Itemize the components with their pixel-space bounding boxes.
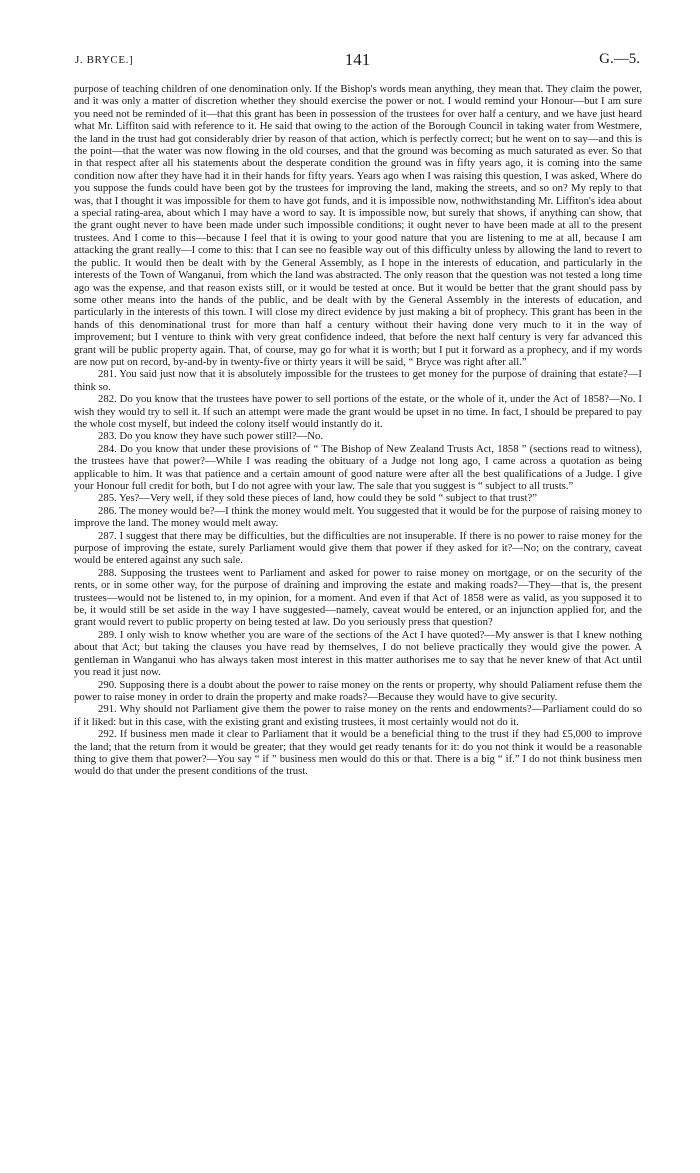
question-284: 284. Do you know that under these provisions of “ The Bishop of New Zealand Trusts Act, 1858 ” (sections read to witness), the trustees have that power?—While I was reading the obituary of a Judge not long ago, I came across a quotation as being applicable to him. It was that patience and a certain amount of good nature were after all the best qualifications of a Judge. I give your Honour full credit for both, but I do not agree with your law. The sale that you suggest is “ subject to all trusts.”	[74, 442, 642, 492]
question-281: 281. You said just now that it is absolutely impossible for the trustees to get money for the purpose of draining that estate?—I think so.	[74, 368, 642, 393]
question-285: 285. Yes?—Very well, if they sold these pieces of land, how could they be sold “ subject to that trust?”	[98, 492, 537, 505]
page-number: 141	[344, 50, 371, 69]
question-289: 289. I only wish to know whether you are ware of the sections of the Act I have quoted?—My answer is that I knew nothing about that Act; but taking the clauses you have read by themselves, I do not believe practically they would give the power. A gentleman in Wanganui who has always taken most interest in this matter authorises me to say that he never knew of that Act until you read it just now.	[74, 628, 642, 679]
page-header	[75, 50, 640, 72]
question-288: 288. Supposing the trustees went to Parliament and asked for power to raise money on mortgage, or on the security of the rents, or in some other way, for the purpose of draining and improving the estate and making roads?—They—that is, the present trustees—would not be listened to, in my opinion, for a moment. And even if that Act of 1858 were as valid, as you supposed it to be, it would still be set aside in the way I have suggested—namely, caveat would be entered, or an injunction applied for, and the grant would revert to public property on being tested at law. Do you seriously press that question?	[74, 566, 642, 629]
document-body	[74, 83, 642, 778]
question-286: 286. The money would be?—I think the money would melt. You suggested that it would be for the purpose of raising money to improve the land. The money would melt away.	[74, 504, 642, 530]
question-291: 291. Why should not Parliament give them the power to raise money on the rents and endowments?—Parliament could do so if it liked: but in this case, with the existing grant and existing trustees, it most certainly would not do it.	[74, 703, 642, 728]
continued-paragraph: purpose of teaching children of one denomination only. If the Bishop's words mean anything, they mean that. They claim the power, and it was only a matter of discretion whether they should exercise the power or not. I would remind your Honour—but I am sure you need not be reminded of it—that this grant has been in possession of the trustees for over half a century, and we have just heard what Mr. Liffiton said with reference to it. He said that owing to the action of the Borough Council in taking water from Westmere, the land in the trust had got considerably drier by reason of that action, which is perfectly correct; but he went on to say—and this is the point—that the water was now flowing in the old courses, and that the ground was becoming as much saturated as ever. So that in that respect after all his statements about the desperate condition the ground was in fifty years ago, it is coming into the same condition now after they have had it in their hands for fifty years. Years ago when I was raising this question, I was asked, Where do you suppose the funds could have been got by the trustees for improving the land, making the streets, and so on? My reply to that was, that I thought it was impossible for them to have got funds, and it is impossible now, nothwithstanding Mr. Liffiton's idea about a special rating-area, about which I may have a word to say. It is impossible now, but surely that shows, if anything can show, that the grant ought never to have been made under such impossible conditions; it ought never to have been made at all to the present trustees. And I come to this—because I feel that it is owing to your good nature that you are listening to me at all, because I am attacking the grant really—I come to this: that I can see no feasible way out of this difficulty unless by allowing the land to revert to the public. It would then be dealt with by the General Assembly, as I hope in the interests of education, and particularly in the interests of the Town of Wanganui, from which the land was abstracted. The only reason that the question was not tested a long time ago was the expense, and that reason exists still, or it would be tested at once. But it would be better that the grant should pass by some other means into the hands of the public, and be dealt with by the General Assembly in the interests of education, and particularly in the interests of this town. I will close my direct evidence by just making a bit of prophecy. This grant has been in the hands of this denominational trust for more than half a century without their having done very much to it in the way of improvement; but I venture to think with very great confidence indeed, that before the next half century is very far advanced this grant will be public property again. That, of course, may go for what it is worth; but I put it forward as a prophecy, and if my words are now put on record, by-and-by in twenty-five or thirty years it will be said, “ Bryce was right after all.”	[74, 83, 642, 368]
question-290: 290. Supposing there is a doubt about the power to raise money on the rents or property, why should Paliament refuse them the power to raise money in order to drain the property and make roads?—Because they would have to give security.	[74, 678, 642, 703]
question-287: 287. I suggest that there may be difficulties, but the difficulties are not insuperable. If there is no power to raise money for the purpose of improving the estate, surely Parliament would give them that power if they asked for it?—No; on the contrary, caveat would be entered against any such sale.	[74, 529, 642, 567]
question-283: 283. Do you know they have such power still?—No.	[98, 430, 323, 443]
header-witness: J. BRYCE.]	[75, 54, 134, 66]
document-reference: G.—5.	[599, 51, 640, 67]
question-292: 292. If business men made it clear to Parliament that it would be a beneficial thing to the trust if they had £5,000 to improve the land; that the return from it would be greater; that they would get ready tenants for it: do you not think it would be a reasonable thing to give them that power?—You say “ if ” business men would do this or that. There is a big “ if.” I do not think business men would do that under the present conditions of the trust.	[74, 728, 642, 778]
question-282: 282. Do you know that the trustees have power to sell portions of the estate, or the whole of it, under the Act of 1858?—No. I wish they would try to sell it. If such an attempt were made the grant would be upset in no time. In fact, I should be prepared to pay the whole cost myself, but indeed the colony itself would instantly do it.	[74, 393, 642, 430]
